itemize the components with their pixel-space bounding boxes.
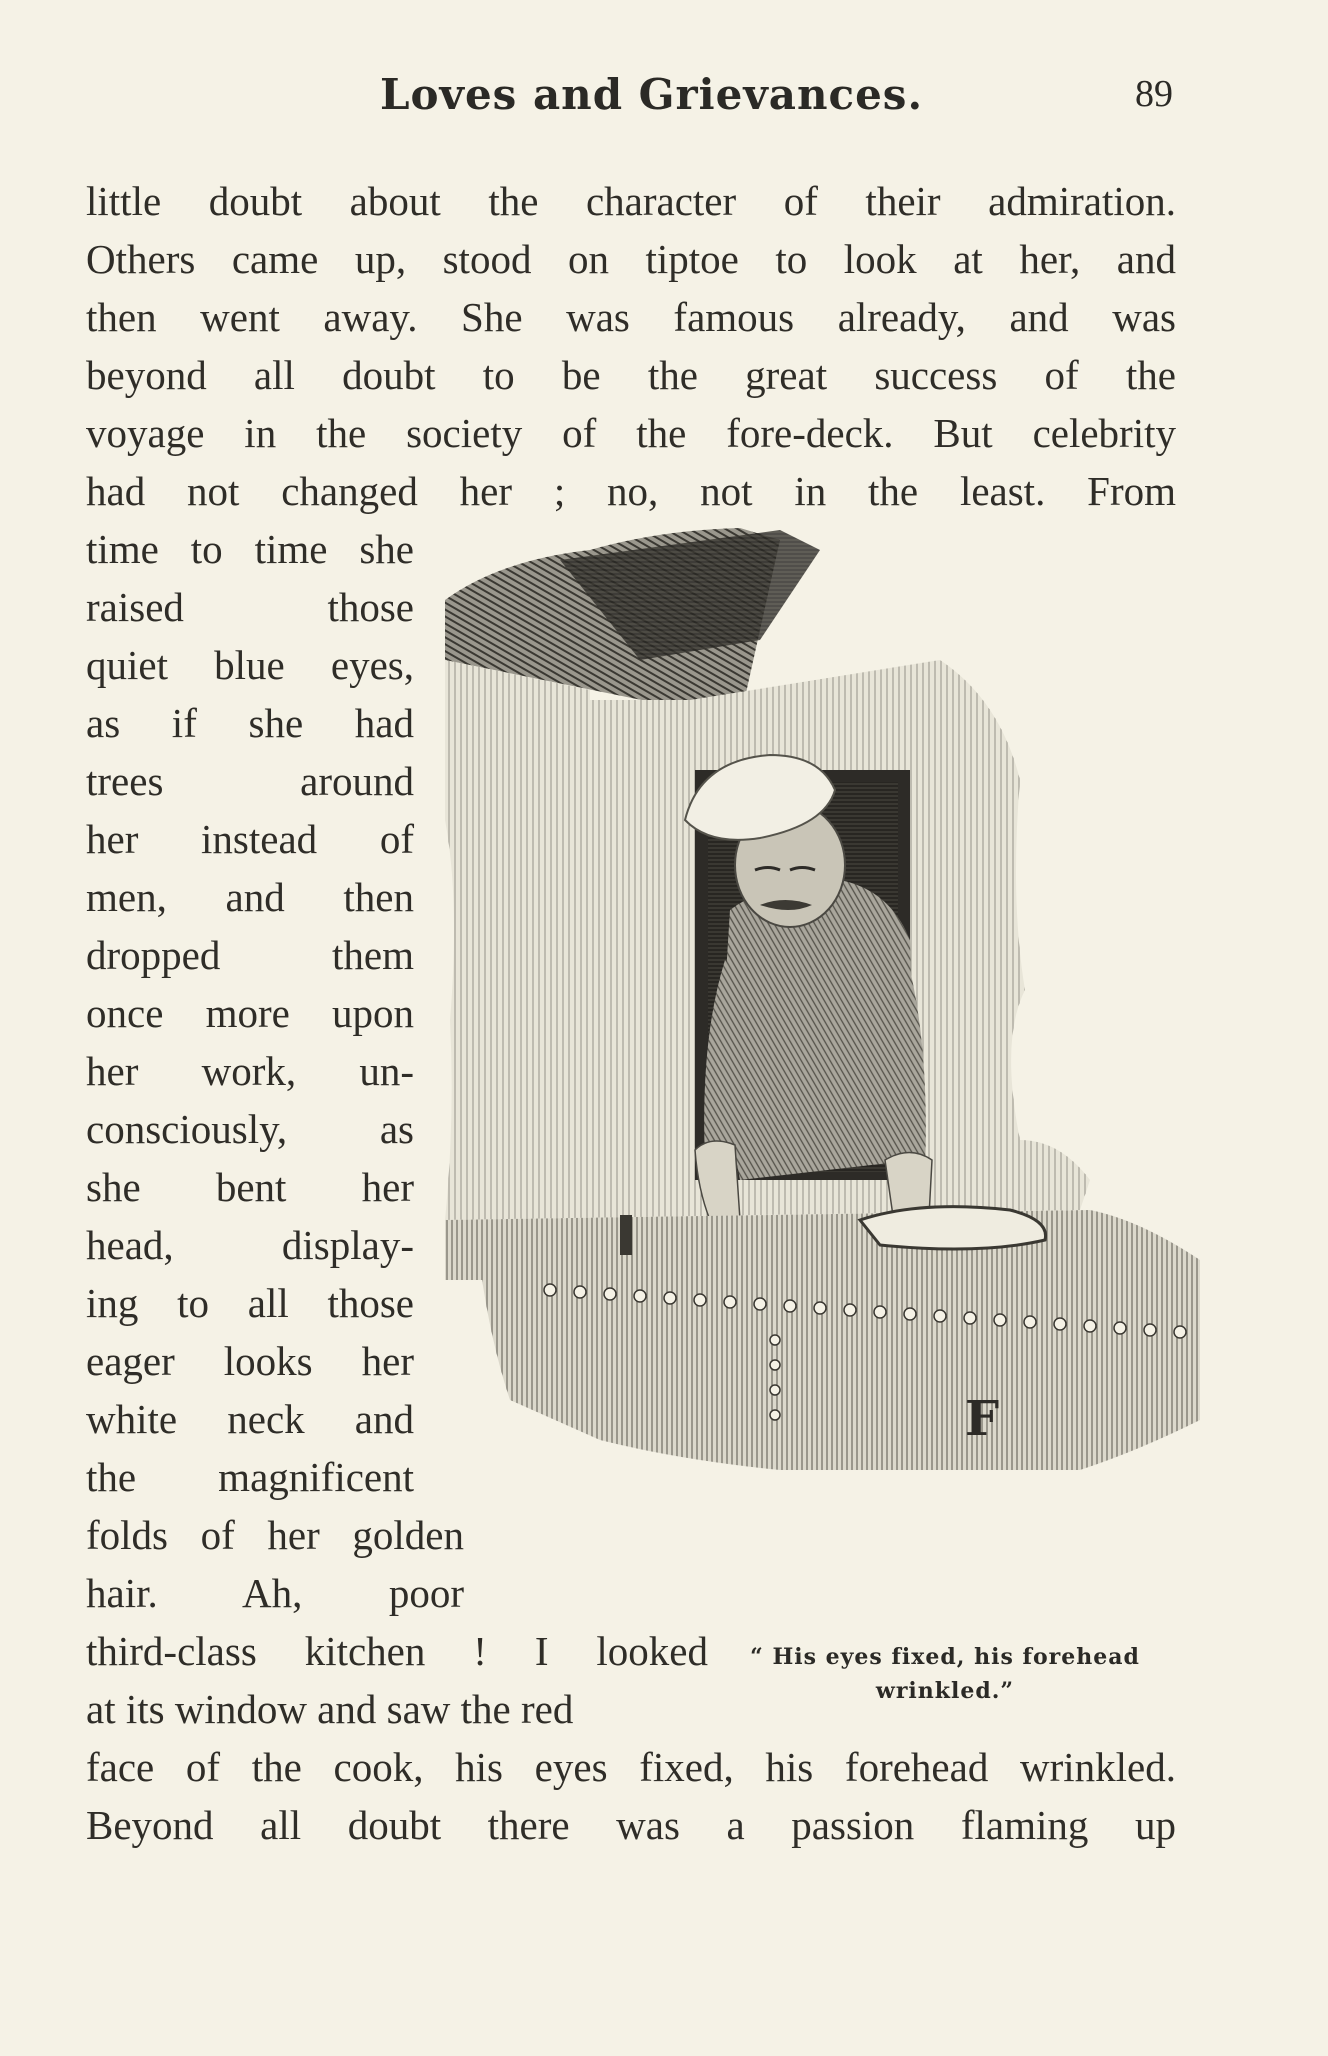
text-line: as if she had [86,700,414,746]
text-line: her instead of [86,816,414,862]
text-line: beyond all doubt to be the great success of the [86,352,1176,398]
illustration-caption [745,1640,1145,1708]
text-line: men, and then [86,874,414,920]
text-line: hair. Ah, poor [86,1570,464,1616]
text-line: then went away. She was famous already, and was [86,294,1176,340]
text-line: raised those [86,584,414,630]
text-line: Beyond all doubt there was a passion flaming up [86,1802,1176,1848]
text-line: Others came up, stood on tiptoe to look at her, and [86,236,1176,282]
text-line: at its window and saw the red [86,1686,574,1732]
text-line: face of the cook, his eyes fixed, his forehead wrinkled. [86,1744,1176,1790]
text-line: head, display- [86,1222,414,1268]
text-line: folds of her golden [86,1512,464,1558]
text-line: once more upon [86,990,414,1036]
text-line: had not changed her ; no, not in the least. From [86,468,1176,514]
running-title: Loves and Grievances. [380,70,924,119]
text-line: ing to all those [86,1280,414,1326]
text-line: consciously, as [86,1106,414,1152]
text-line: voyage in the society of the fore-deck. But celebrity [86,410,1176,456]
caption-line: “ His eyes fixed, his forehead [750,1644,1140,1670]
text-line: eager looks her [86,1338,414,1384]
caption-line: wrinkled.” [875,1678,1015,1704]
cook-at-window-engraving [440,520,1220,1620]
artist-monogram: F [965,1391,1000,1447]
text-line: her work, un- [86,1048,414,1094]
text-line: she bent her [86,1164,414,1210]
text-line: little doubt about the character of their admiration. [86,178,1176,224]
text-line: trees around [86,758,414,804]
text-line: third-class kitchen ! I looked [86,1628,708,1674]
text-line: dropped them [86,932,414,978]
text-line: time to time she [86,526,414,572]
page-number: 89 [1135,73,1173,115]
text-line: quiet blue eyes, [86,642,414,688]
text-line: white neck and [86,1396,414,1442]
text-line: the magnificent [86,1454,414,1500]
